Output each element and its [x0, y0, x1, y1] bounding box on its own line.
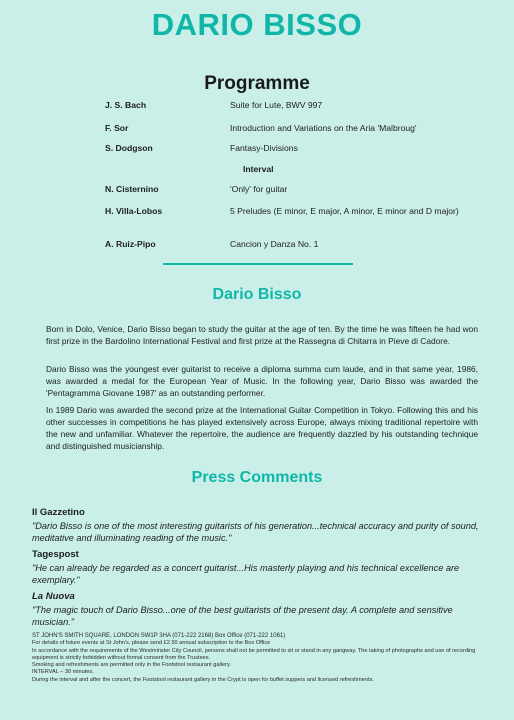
- page-title: DARIO BISSO: [151, 7, 363, 42]
- biography-paragraph: In 1989 Dario was awarded the second prize at the International Guitar Competition in Tokyo. Following this and his other successes in competitions he has played extensively across Europe, always mixing traditional repertoire with the new and unfamiliar. Whatever the repertoire, the audience are frequently dazzled by his outstanding technique and distinguished musicianship.: [46, 405, 478, 451]
- composer-name: J. S. Bach: [105, 100, 147, 110]
- composer-name: S. Dodgson: [105, 143, 153, 153]
- venue-address: ST JOHN'S SMITH SQUARE, LONDON SW1P 3HA (071-222 2168) Box Office (071-222 1061): [32, 633, 286, 639]
- footer-line: Smoking and refreshments are permitted only in the Footstool restaurant gallery.: [32, 662, 231, 669]
- footer-line: For details of future events at St John's, please send £2.50 annual subscription to the Box Office: [32, 640, 271, 647]
- work-title: Introduction and Variations on the Aria 'Malbroug': [230, 123, 417, 133]
- footer-line: INTERVAL – 30 minutes.: [32, 669, 94, 676]
- review-source: Tagespost: [32, 549, 79, 560]
- biography-paragraph: Born in Dolo, Venice, Dario Bisso began to study the guitar at the age of ten. By the time he was fifteen he had won first prize in the Bardolino International Festival and first prize at the Rassegna di Chitarra in Pieve di Cadore.: [46, 324, 478, 346]
- divider: [163, 263, 353, 265]
- review-quote: "The magic touch of Dario Bisso...one of the best guitarists of the present day. A complete and sensitive musician.": [32, 605, 453, 627]
- work-title: Fantasy-Divisions: [230, 143, 298, 153]
- footer-line: In accordance with the requirements of the Westminster City Council, persons shall not be permitted to sit or stand in any gangway. The taking of photographs and use of recording equipment is strictly forbidden without formal consent from the Trustees.: [32, 647, 476, 661]
- review-source: La Nuova: [32, 591, 75, 602]
- footer-line: During the interval and after the concert, the Footstool restaurant gallery in the Crypt is open for buffet suppers and licensed refreshments.: [32, 676, 374, 683]
- composer-name: H. Villa-Lobos: [105, 206, 163, 216]
- interval-label: Interval: [243, 164, 274, 174]
- composer-name: A. Ruiz-Pipo: [105, 239, 156, 249]
- press-review: [32, 507, 482, 544]
- press-review: [32, 549, 482, 586]
- work-title: Suite for Lute, BWV 997: [230, 100, 323, 110]
- press-review: [32, 591, 482, 628]
- press-heading: Press Comments: [191, 469, 323, 486]
- review-source: Il Gazzetino: [32, 507, 85, 518]
- work-title: Cancion y Danza No. 1: [230, 239, 319, 249]
- biography-paragraph: Dario Bisso was the youngest ever guitarist to receive a diploma summa cum laude, and in that same year, 1986, was awarded a medal for the European Year of Music. In the following year, Dario Bisso was awarded the 'Pentagramma Giovane 1987' as an outstanding performer.: [46, 364, 478, 398]
- work-title: 5 Preludes (E minor, E major, A minor, E minor and D major): [230, 206, 459, 216]
- programme-heading: Programme: [204, 73, 310, 94]
- review-quote: "Dario Bisso is one of the most interesting guitarists of his generation...technical accuracy and purity of sound, meditative and illuminating reading of the music.": [32, 521, 479, 543]
- venue-footer: [32, 633, 492, 684]
- work-title: 'Only' for guitar: [230, 184, 288, 194]
- composer-name: N. Cisternino: [105, 184, 159, 194]
- review-quote: "He can already be regarded as a concert guitarist...His masterly playing and his technical excellence are exemplary.": [32, 563, 460, 585]
- biography-heading: Dario Bisso: [212, 286, 302, 303]
- composer-name: F. Sor: [105, 123, 129, 133]
